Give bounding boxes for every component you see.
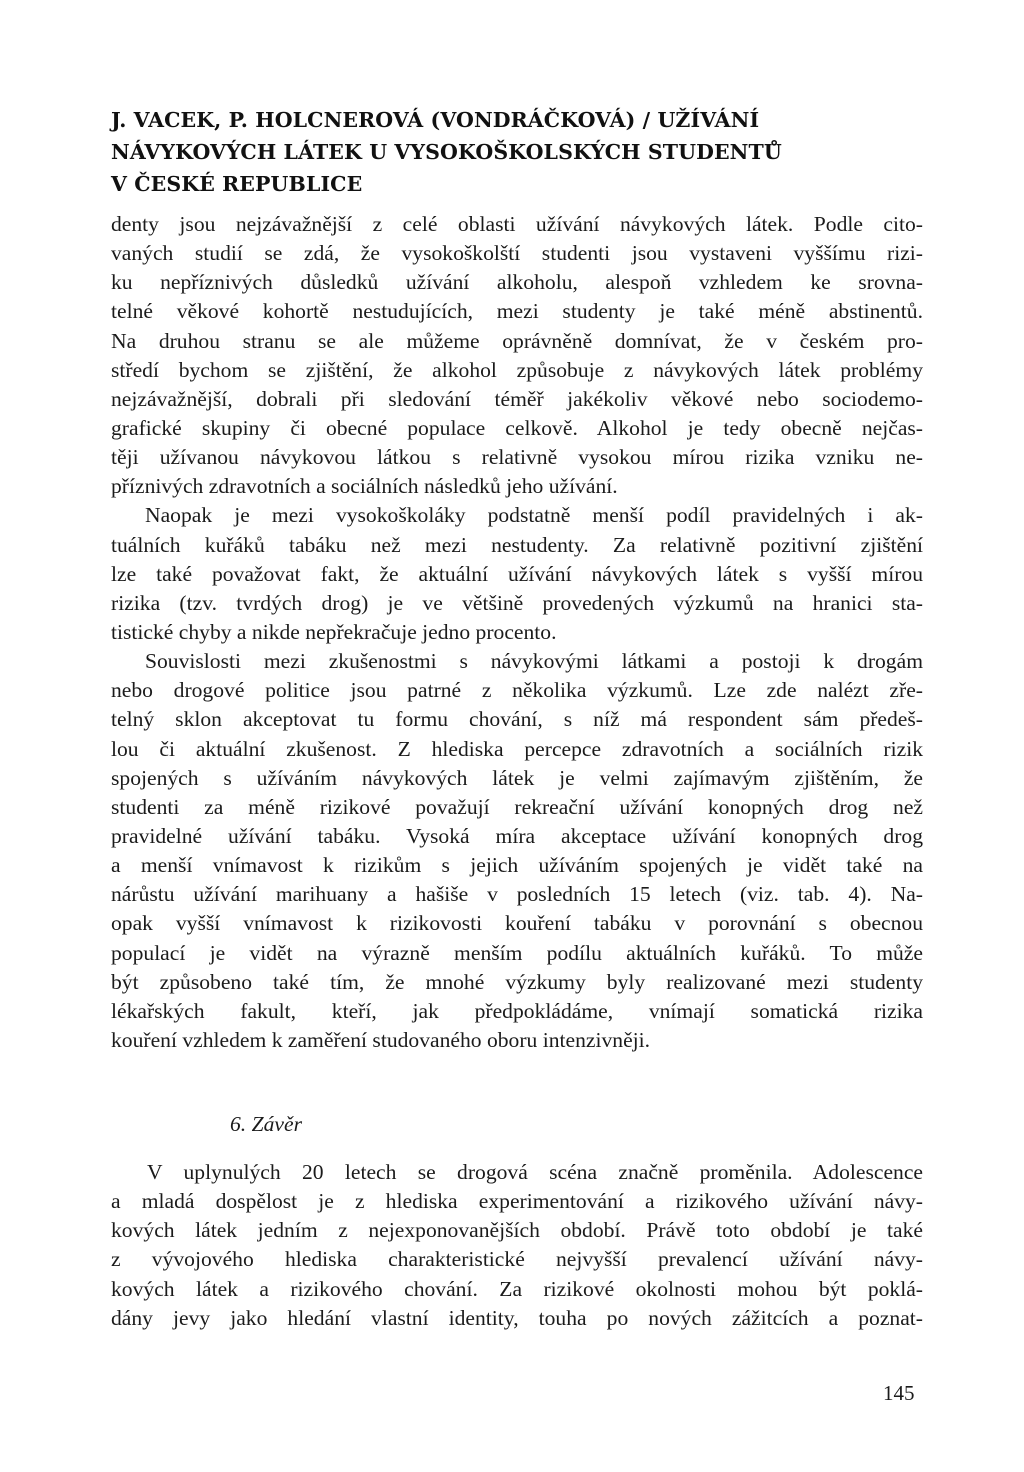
text-line: spojených s užíváním návykových látek je velmi zajímavým zjištěním, že	[111, 765, 923, 790]
text-line: grafické skupiny či obecné populace celkově. Alkohol je tedy obecně nejčas-	[111, 415, 923, 440]
text-line: lékařských fakult, kteří, jak předpokládáme, vnímají somatická rizika	[111, 998, 923, 1023]
text-line: kových látek a rizikového chování. Za rizikové okolnosti mohou být poklá-	[111, 1276, 923, 1301]
text-line: a menší vnímavost k rizikům s jejich užíváním spojených je vidět také na	[111, 853, 923, 878]
text-line: příznivých zdravotních a sociálních následků jeho užívání.	[111, 474, 618, 499]
header-line: J. VACEK, P. HOLCNEROVÁ (VONDRÁČKOVÁ) / UŽÍVÁNÍ	[111, 108, 760, 132]
text-line: Na druhou stranu se ale můžeme oprávněně domnívat, že v českém pro-	[111, 328, 923, 353]
text-line: kouření vzhledem k zaměření studovaného oboru intenzivněji.	[111, 1027, 651, 1052]
page-number: 145	[883, 1381, 915, 1405]
text-line: V uplynulých 20 letech se drogová scéna značně proměnila. Adolescence	[147, 1160, 923, 1184]
text-line: telný sklon akceptovat tu formu chování, s níž má respondent sám předeš-	[111, 707, 923, 732]
text-line: tuálních kuřáků tabáku než mezi nestudenty. Za relativně pozitivní zjištění	[111, 532, 923, 557]
text-line: kových látek jedním z nejexponovanějších období. Právě toto období je také	[111, 1218, 923, 1243]
text-line: dány jevy jako hledání vlastní identity, touha po nových zážitcích a poznat-	[111, 1305, 923, 1330]
paragraph	[111, 210, 923, 501]
text-line: telné věkové kohortě nestudujících, mezi studenty je také méně abstinentů.	[111, 299, 923, 324]
text-line: nejzávažnější, dobrali při sledování téměř jakékoliv věkové nebo sociodemo-	[111, 386, 923, 411]
text-line: populací je vidět na výrazně menším podílu aktuálních kuřáků. To může	[111, 940, 923, 965]
header-line: NÁVYKOVÝCH LÁTEK U VYSOKOŠKOLSKÝCH STUDENTŮ	[111, 140, 782, 164]
text-line: lou či aktuální zkušenost. Z hlediska percepce zdravotních a sociálních rizik	[111, 736, 923, 761]
text-line: ku nepříznivých důsledků užívání alkoholu, alespoň vzhledem ke srovna-	[111, 270, 923, 295]
text-line: studenti za méně rizikové považují rekreační užívání konopných drog než	[111, 794, 923, 819]
text-line: rizika (tzv. tvrdých drog) je ve většině provedených výzkumů na hranici sta-	[111, 590, 923, 615]
text-line: nebo drogové politice jsou patrné z několika výzkumů. Lze zde nalézt zře-	[111, 678, 923, 703]
body-text	[111, 210, 923, 1055]
text-line: denty jsou nejzávažnější z celé oblasti užívání návykových látek. Podle cito-	[111, 212, 923, 236]
text-line: tistické chyby a nikde nepřekračuje jedno procento.	[111, 619, 557, 644]
running-header	[111, 104, 931, 200]
header-line: V ČESKÉ REPUBLICE	[111, 172, 363, 196]
text-line: být způsobeno také tím, že mnohé výzkumy byly realizované mezi studenty	[111, 969, 923, 994]
paragraph	[111, 1158, 923, 1333]
text-line: lze také považovat fakt, že aktuální užívání návykových látek s vyšší mírou	[111, 561, 923, 586]
text-line: opak vyšší vnímavost k rizikovosti kouření tabáku v porovnání s obecnou	[111, 911, 923, 936]
text-line: a mladá dospělost je z hlediska experimentování a rizikového užívání návy-	[111, 1189, 923, 1214]
text-line: z vývojového hlediska charakteristické nejvyšší prevalencí užívání návy-	[111, 1247, 923, 1272]
paragraph	[111, 647, 923, 1055]
conclusion-text	[111, 1158, 923, 1333]
section-heading: 6. Závěr	[230, 1112, 302, 1136]
text-line: Naopak je mezi vysokoškoláky podstatně menší podíl pravidelných i ak-	[145, 503, 923, 528]
text-line: těji užívanou návykovou látkou s relativně vysokou mírou rizika vzniku ne-	[111, 445, 923, 470]
text-line: středí bychom se zjištění, že alkohol způsobuje z návykových látek problémy	[111, 357, 923, 382]
paragraph	[111, 501, 923, 647]
text-line: vaných studií se zdá, že vysokoškolští studenti jsou vystaveni vyššímu rizi-	[111, 241, 923, 266]
text-line: Souvislosti mezi zkušenostmi s návykovými látkami a postoji k drogám	[145, 649, 923, 674]
text-line: nárůstu užívání marihuany a hašiše v posledních 15 letech (viz. tab. 4). Na-	[111, 882, 923, 907]
text-line: pravidelné užívání tabáku. Vysoká míra akceptace užívání konopných drog	[111, 823, 923, 848]
